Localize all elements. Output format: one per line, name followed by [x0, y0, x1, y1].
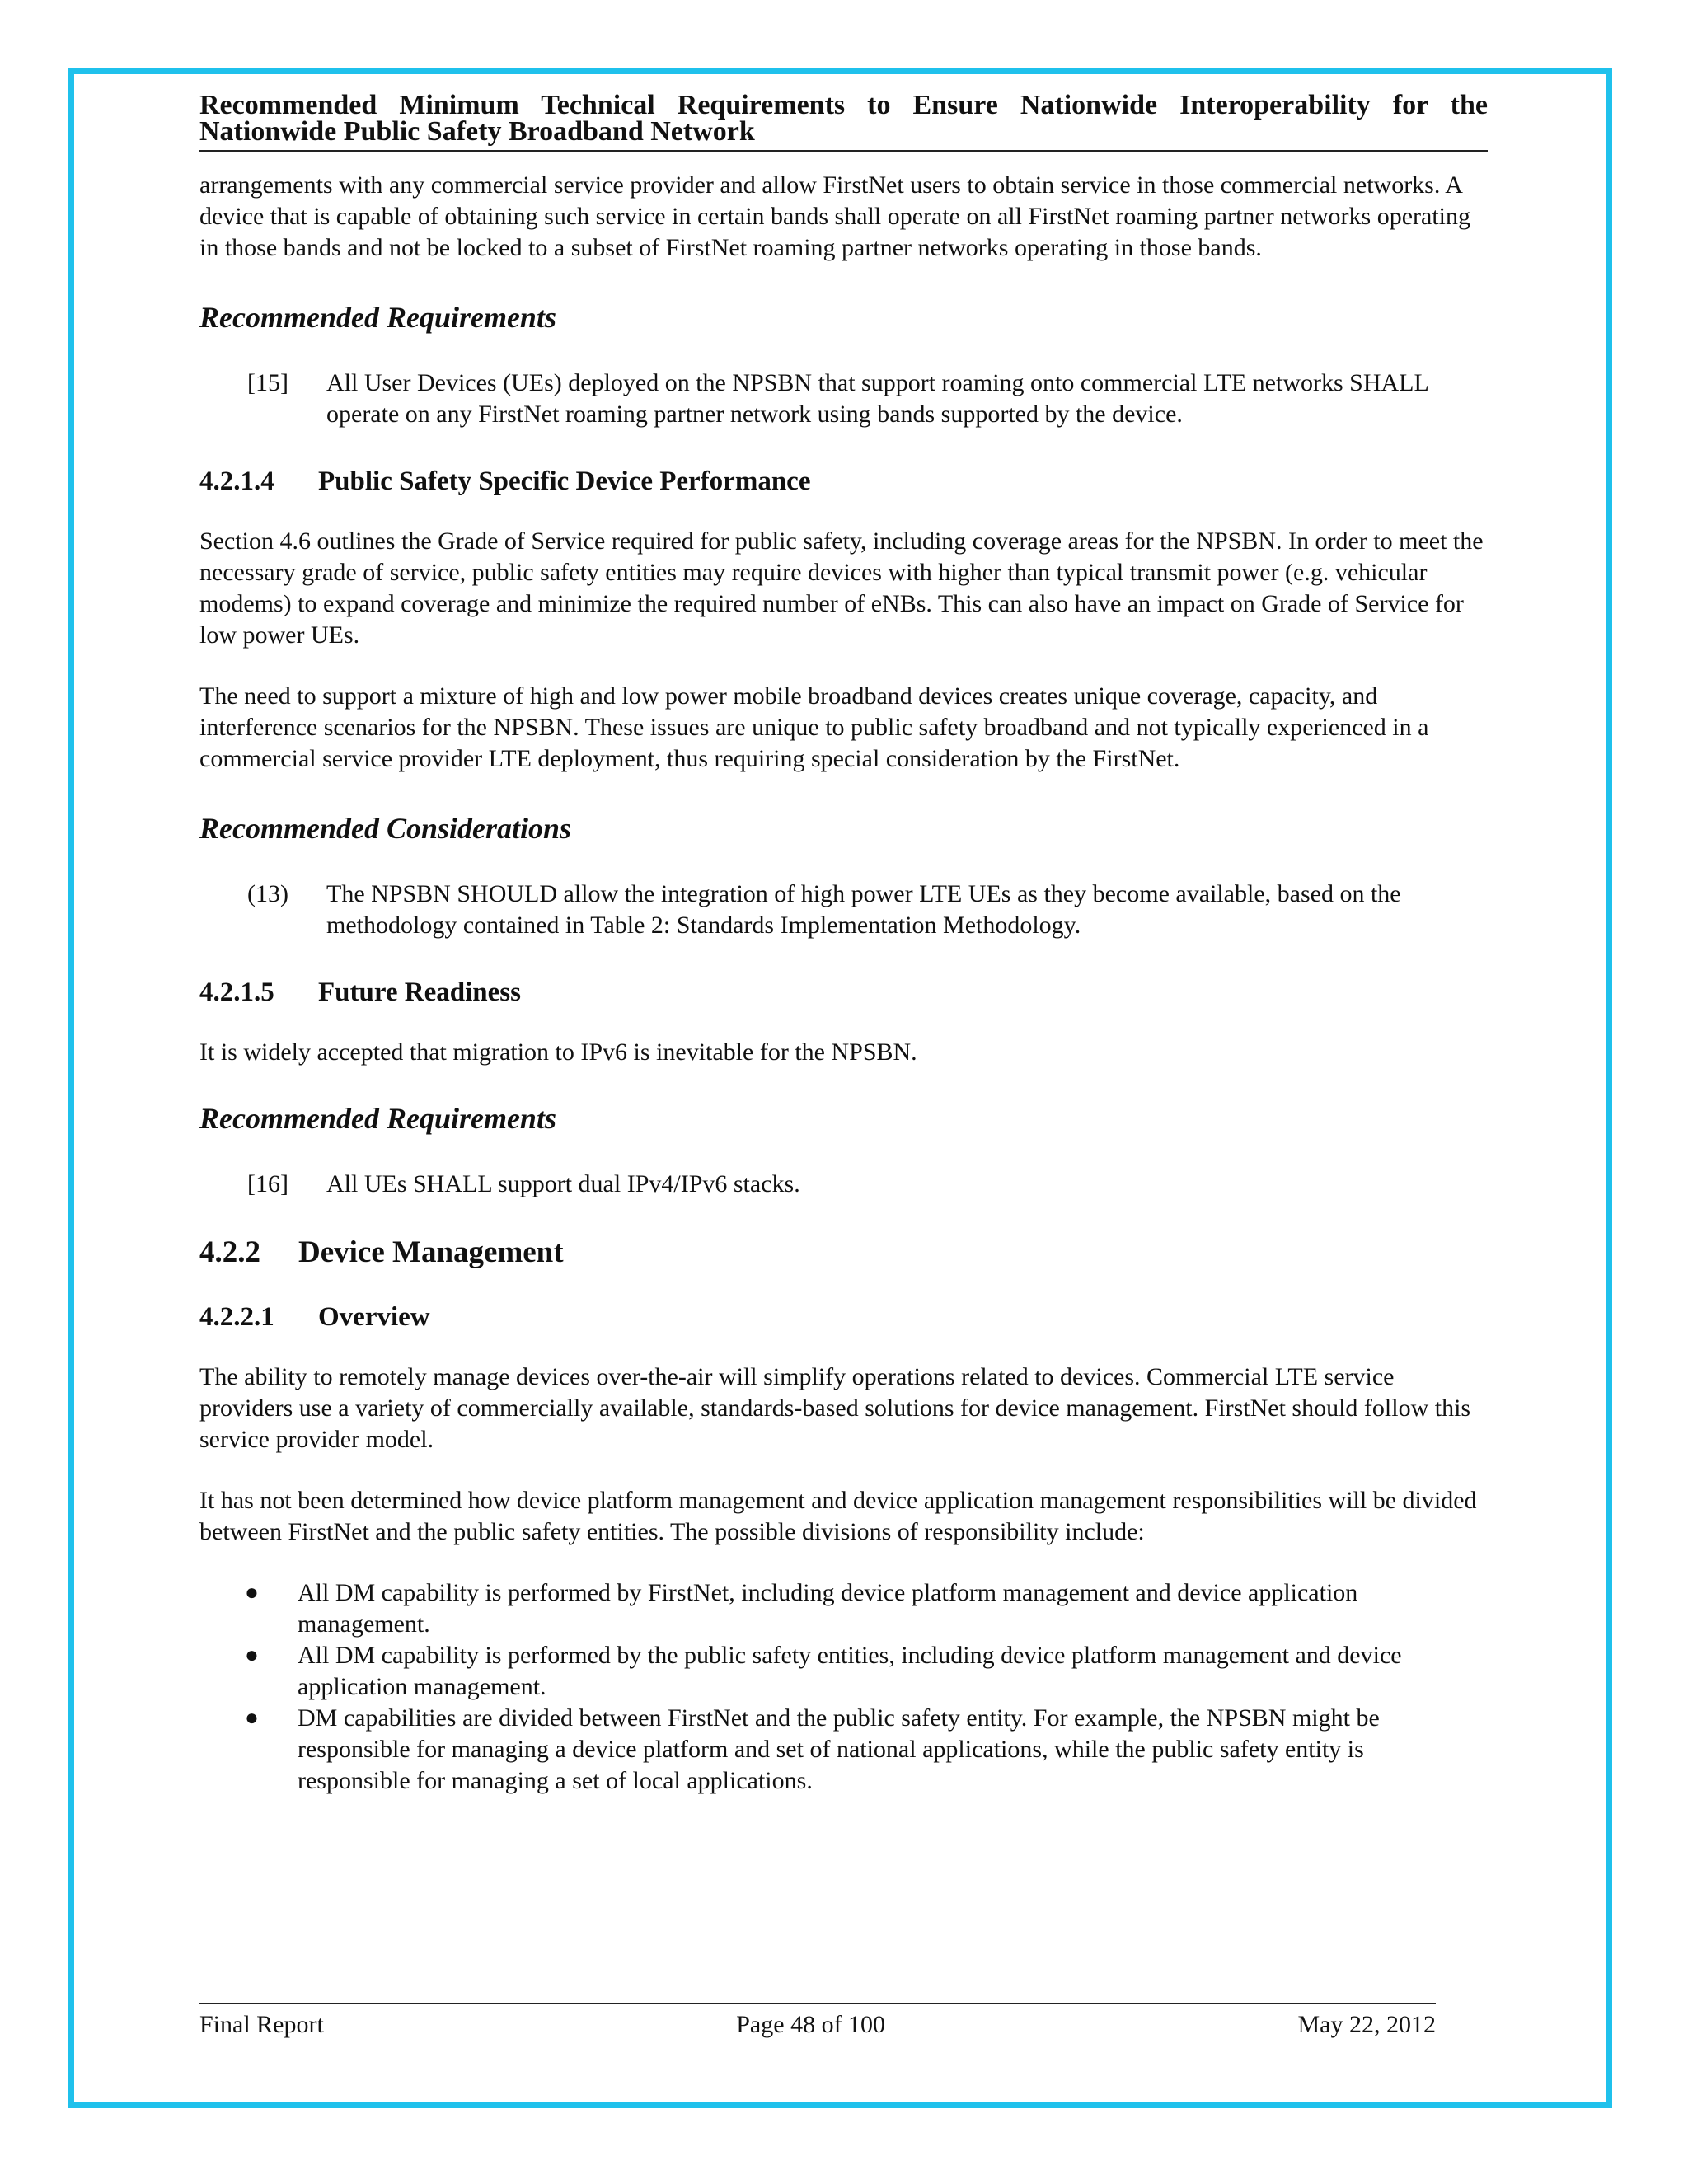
- heading-recommended-considerations: Recommended Considerations: [199, 812, 572, 845]
- page-footer: [199, 2003, 1436, 2041]
- page-content: [199, 90, 1488, 1797]
- bullet-list: [199, 1577, 1485, 1797]
- bullet-icon: ●: [245, 1643, 259, 1668]
- heading-recommended-requirements: Recommended Requirements: [199, 301, 556, 334]
- section-heading-4-2-1-5: [199, 976, 1485, 1009]
- requirement-id: [15]: [247, 369, 288, 396]
- heading-recommended-requirements: Recommended Requirements: [199, 1102, 556, 1135]
- consideration-13: [247, 879, 1485, 941]
- section-title: Device Management: [298, 1235, 564, 1269]
- bullet-icon: ●: [245, 1580, 259, 1605]
- document-header: Recommended Minimum Technical Requirements to Ensure Nationwide Interoperability for the Nationwide Public Safety Broadband Network: [199, 92, 1488, 152]
- page-number: Page 48 of 100: [736, 2011, 886, 2038]
- list-item-text: All DM capability is performed by FirstNet, including device platform management and device application management.: [298, 1579, 1358, 1638]
- section-number: 4.2.1.4: [199, 466, 274, 496]
- list-item: [245, 1577, 1485, 1640]
- requirement-15: [247, 368, 1485, 430]
- paragraph: It is widely accepted that migration to IPv6 is inevitable for the NPSBN.: [199, 1038, 917, 1066]
- list-item: [245, 1640, 1485, 1703]
- section-title: Public Safety Specific Device Performance: [318, 466, 811, 496]
- bullet-icon: ●: [245, 1705, 259, 1731]
- consideration-text: The NPSBN SHOULD allow the integration of high power LTE UEs as they become available, based on the methodology contained in Table 2: Standards Implementation Methodology.: [326, 880, 1401, 939]
- footer-date: May 22, 2012: [1297, 2011, 1436, 2038]
- paragraph: It has not been determined how device platform management and device application management responsibilities will be divided between FirstNet and the public safety entities. The possible divisions of responsibility include:: [199, 1487, 1477, 1545]
- consideration-id: (13): [247, 880, 288, 907]
- section-number: 4.2.2.1: [199, 1302, 274, 1332]
- list-item: [245, 1703, 1485, 1797]
- list-item-text: DM capabilities are divided between FirstNet and the public safety entity. For example, the NPSBN might be responsible for managing a device platform and set of national applications, while the public safety entity is responsible for managing a set of local applications.: [298, 1704, 1380, 1794]
- section-number: 4.2.2: [199, 1235, 260, 1269]
- section-title: Overview: [318, 1302, 430, 1332]
- requirement-16: [247, 1169, 1485, 1200]
- paragraph: Section 4.6 outlines the Grade of Service required for public safety, including coverage areas for the NPSBN. In order to meet the necessary grade of service, public safety entities may require devices with higher than typical transmit power (e.g. vehicular modems) to expand coverage and minimize the required number of eNBs. This can also have an impact on Grade of Service for low power UEs.: [199, 527, 1484, 649]
- section-title: Future Readiness: [318, 977, 521, 1007]
- section-heading-4-2-2: [199, 1235, 1485, 1271]
- section-heading-4-2-2-1: [199, 1301, 1485, 1333]
- list-item-text: All DM capability is performed by the public safety entities, including device platform management and device application management.: [298, 1642, 1402, 1700]
- requirement-id: [16]: [247, 1170, 288, 1197]
- footer-left: Final Report: [199, 2011, 324, 2038]
- requirement-text: All User Devices (UEs) deployed on the NPSBN that support roaming onto commercial LTE networks SHALL operate on any FirstNet roaming partner network using bands supported by the device.: [326, 369, 1428, 428]
- paragraph: The need to support a mixture of high and low power mobile broadband devices creates unique coverage, capacity, and interference scenarios for the NPSBN. These issues are unique to public safety broadband and not typically experienced in a commercial service provider LTE deployment, thus requiring special consideration by the FirstNet.: [199, 682, 1429, 772]
- section-number: 4.2.1.5: [199, 977, 274, 1007]
- requirement-text: All UEs SHALL support dual IPv4/IPv6 stacks.: [326, 1170, 800, 1197]
- paragraph-continued: arrangements with any commercial service provider and allow FirstNet users to obtain service in those commercial networks. A device that is capable of obtaining such service in certain bands shall operate on all FirstNet roaming partner networks operating in those bands and not be locked to a subset of FirstNet roaming partner networks operating in those bands.: [199, 171, 1470, 261]
- paragraph: The ability to remotely manage devices over-the-air will simplify operations related to devices. Commercial LTE service providers use a variety of commercially available, standards-based solutions for device management. FirstNet should follow this service provider model.: [199, 1363, 1471, 1453]
- section-heading-4-2-1-4: [199, 465, 1485, 498]
